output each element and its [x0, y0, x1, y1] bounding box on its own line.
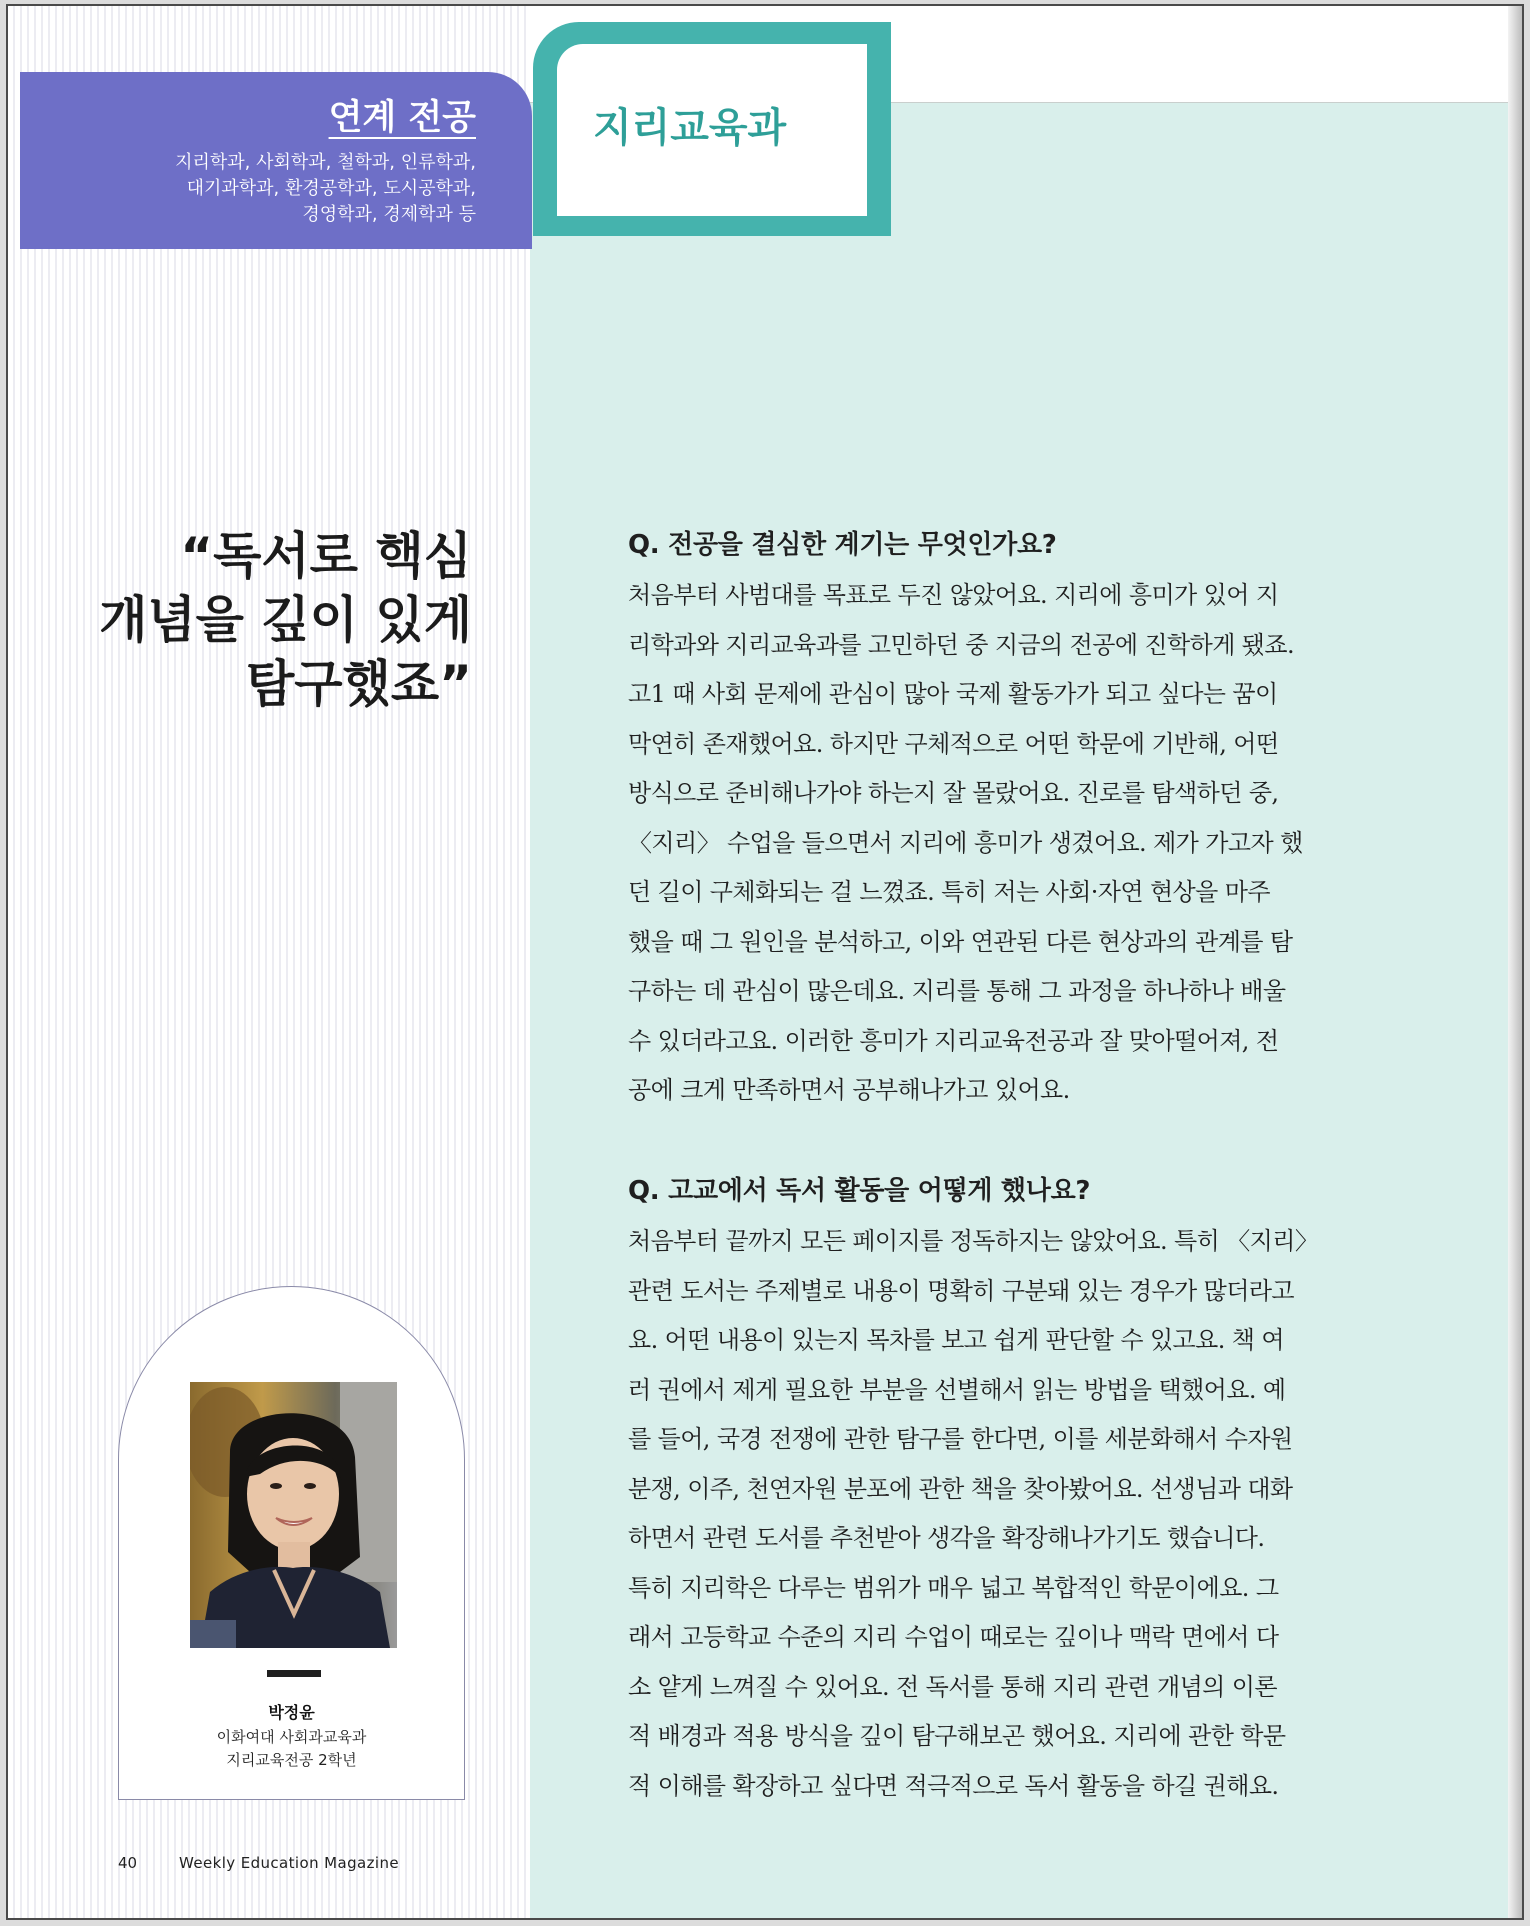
question-heading: Q. 고교에서 독서 활동을 어떻게 했나요?: [628, 1176, 1091, 1206]
magazine-page: [6, 4, 1524, 1920]
question-heading: Q. 전공을 결심한 계기는 무엇인가요?: [628, 530, 1057, 560]
answer-line: 적 이해를 확장하고 싶다면 적극적으로 독서 활동을 하길 권해요.: [628, 1771, 1279, 1800]
qa-block-2: [628, 1170, 1380, 1811]
answer-line: 처음부터 끝까지 모든 페이지를 정독하지는 않았어요. 특히 〈지리〉: [628, 1227, 1319, 1255]
page-edge-shadow: [1508, 6, 1522, 1918]
answer-line: 러 권에서 제게 필요한 부분을 선별해서 읽는 방법을 택했어요. 예: [628, 1375, 1286, 1404]
related-majors-line: 경영학과, 경제학과 등: [302, 204, 476, 225]
answer-line: 관련 도서는 주제별로 내용이 명확히 구분돼 있는 경우가 많더라고: [628, 1276, 1294, 1305]
answer-line: 분쟁, 이주, 천연자원 분포에 관한 책을 찾아봤어요. 선생님과 대화: [628, 1474, 1293, 1503]
answer-line: 요. 어떤 내용이 있는지 목차를 보고 쉽게 판단할 수 있고요. 책 여: [628, 1326, 1284, 1354]
answer-line: 수 있더라고요. 이러한 흥미가 지리교육전공과 잘 맞아떨어져, 전: [628, 1026, 1279, 1055]
profile-affiliation: [118, 1726, 465, 1772]
pull-quote-line: “독서로 핵심: [180, 527, 472, 585]
magazine-name: Weekly Education Magazine: [179, 1854, 399, 1872]
answer-line: 처음부터 사범대를 목표로 두진 않았어요. 지리에 흥미가 있어 지: [628, 581, 1279, 609]
answer-line: 적 배경과 적용 방식을 깊이 탐구해보곤 했어요. 지리에 관한 학문: [628, 1722, 1286, 1750]
related-majors-list: [175, 150, 476, 228]
answer-text: [628, 571, 1380, 1116]
answer-line: 고1 때 사회 문제에 관심이 많아 국제 활동가가 되고 싶다는 꿈이: [628, 680, 1278, 708]
related-majors-line: 대기과학과, 환경공학과, 도시공학과,: [186, 178, 476, 199]
answer-line: 래서 고등학교 수준의 지리 수업이 때로는 깊이나 맥락 면에서 다: [628, 1623, 1279, 1651]
profile-affiliation-line: 지리교육전공 2학년: [226, 1751, 357, 1769]
answer-text: [628, 1217, 1380, 1811]
profile-divider: [267, 1670, 321, 1677]
pull-quote-line: 탐구했죠”: [245, 655, 472, 713]
profile-photo: [190, 1382, 397, 1648]
pull-quote: [99, 524, 472, 716]
answer-line: 했을 때 그 원인을 분석하고, 이와 연관된 다른 현상과의 관계를 탐: [628, 927, 1293, 956]
qa-block-1: [628, 524, 1380, 1116]
answer-line: 방식으로 준비해나가야 하는지 잘 몰랐어요. 진로를 탐색하던 중,: [628, 779, 1279, 807]
answer-line: 를 들어, 국경 전쟁에 관한 탐구를 한다면, 이를 세분화해서 수자원: [628, 1425, 1293, 1453]
related-majors-title: 연계 전공: [328, 98, 476, 138]
student-portrait-image: [190, 1382, 397, 1648]
department-title: 지리교육과: [593, 105, 787, 151]
answer-line: 막연히 존재했어요. 하지만 구체적으로 어떤 학문에 기반해, 어떤: [628, 729, 1279, 758]
answer-line: 소 얕게 느껴질 수 있어요. 전 독서를 통해 지리 관련 개념의 이론: [628, 1672, 1277, 1701]
page-number: 40: [118, 1854, 138, 1872]
answer-line: 특히 지리학은 다루는 범위가 매우 넓고 복합적인 학문이에요. 그: [628, 1573, 1279, 1602]
related-majors-line: 지리학과, 사회학과, 철학과, 인류학과,: [175, 152, 476, 173]
profile-affiliation-line: 이화여대 사회과교육과: [216, 1728, 367, 1746]
answer-line: 리학과와 지리교육과를 고민하던 중 지금의 전공에 진학하게 됐죠.: [628, 630, 1294, 659]
profile-name: 박정윤: [268, 1703, 315, 1722]
related-majors-box: [20, 72, 532, 249]
answer-line: 하면서 관련 도서를 추천받아 생각을 확장해나가기도 했습니다.: [628, 1524, 1265, 1552]
answer-line: 공에 크게 만족하면서 공부해나가고 있어요.: [628, 1076, 1070, 1104]
answer-line: 던 길이 구체화되는 걸 느꼈죠. 특히 저는 사회·자연 현상을 마주: [628, 878, 1270, 906]
answer-line: 〈지리〉 수업을 들으면서 지리에 흥미가 생겼어요. 제가 가고자 했: [628, 828, 1303, 857]
pull-quote-line: 개념을 깊이 있게: [99, 591, 472, 649]
answer-line: 구하는 데 관심이 많은데요. 지리를 통해 그 과정을 하나하나 배울: [628, 977, 1286, 1005]
